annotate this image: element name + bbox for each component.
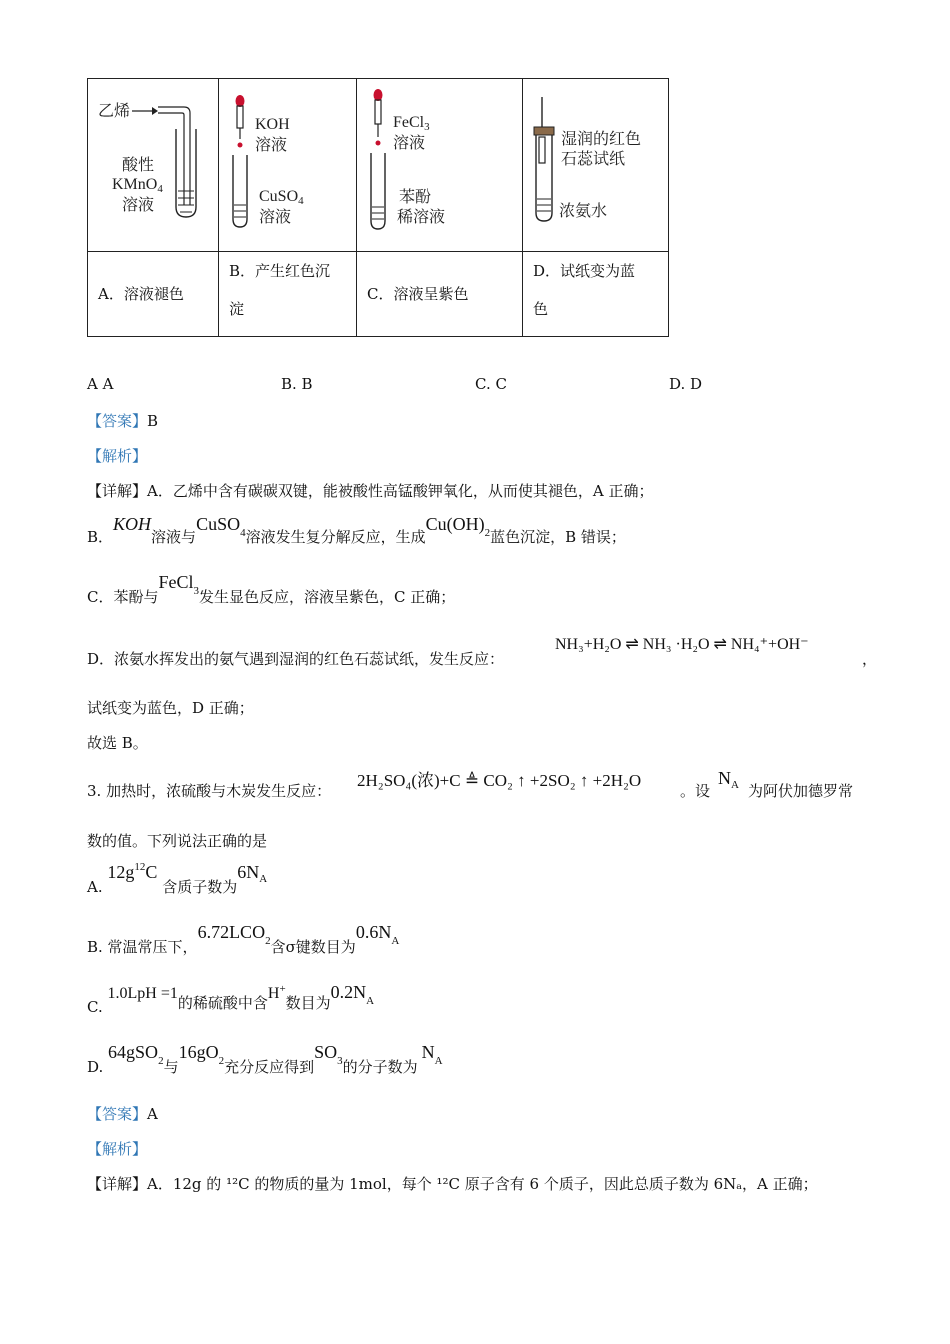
q2-conclusion: 故选 B。 — [87, 734, 148, 752]
option-a-text: A．溶液褪色 — [98, 285, 184, 303]
ammonia-equation: NH₃+H₂O ⇌ NH₃ ·H₂O ⇌ NH₄⁺+OH⁻ — [555, 636, 809, 653]
q2-detail-a: 【详解】A．乙烯中含有碳碳双键，能被酸性高锰酸钾氧化，从而使其褪色，A 正确； — [87, 482, 654, 500]
option-b-cell — [219, 252, 357, 337]
q2-detail-c: C．苯酚与FeCl$_3$发生显色反应，溶液呈紫色，C 正确； — [87, 572, 456, 606]
fecl3-solution-label: 溶液 — [393, 133, 426, 152]
q3-stem-2: 。设 — [680, 782, 711, 800]
q2-choice-c: C. C — [475, 375, 507, 393]
option-d-text-2: 色 — [533, 300, 549, 318]
q3-analysis-tag: 【解析】 — [87, 1140, 148, 1158]
apparatus-b — [219, 79, 357, 252]
q3-equation: 2H₂SO₄(浓)+C ≜ CO₂ ↑ +2SO₂ ↑ +2H₂O — [357, 771, 642, 790]
cuso4-label: CuSO$_4$ — [259, 188, 304, 207]
option-d-cell — [523, 252, 669, 337]
option-d-text-1: D．试纸变为蓝 — [533, 262, 636, 280]
q2-choice-a: A A — [87, 375, 114, 393]
koh-solution-label: 溶液 — [255, 135, 288, 154]
q2-answer: B — [147, 412, 159, 430]
q2-choice-b: B. B — [281, 375, 313, 393]
option-c-text: C．溶液呈紫色 — [367, 285, 469, 303]
ammonia-label: 浓氨水 — [559, 201, 608, 220]
q3-stem-1: 3. 加热时，浓硫酸与木炭发生反应： — [87, 782, 332, 800]
q3-na: $N_A$ — [718, 768, 739, 791]
kmno4-label: KMnO$_4$ — [112, 176, 163, 195]
litmus-paper-label-2: 石蕊试纸 — [561, 149, 626, 168]
q2-detail-d: D．浓氨水挥发出的氨气遇到湿润的红色石蕊试纸，发生反应： — [87, 650, 505, 668]
q3-answer-line: 【答案】A — [87, 1105, 158, 1123]
q2-detail-d-cont: 试纸变为蓝色，D 正确； — [87, 699, 254, 717]
q2-choice-d: D. D — [669, 375, 703, 393]
q3-option-c: C. 1.0LpH =1的稀硫酸中含H+数目为$0.2N_A$ — [87, 982, 375, 1016]
equation-comma: ， — [862, 650, 878, 668]
solution-label: 溶液 — [122, 195, 155, 214]
q2-analysis-tag: 【解析】 — [87, 447, 148, 465]
koh-label: KOH — [255, 116, 290, 133]
q3-option-a: A. $12g^{12}C$ 含质子数为$6N_A$ — [87, 861, 268, 896]
phenol-label: 苯酚 — [399, 187, 432, 206]
q3-stem-3: 为阿伏加德罗常 — [748, 782, 854, 800]
option-b-text-2: 淀 — [229, 300, 245, 318]
option-c-cell — [357, 252, 523, 337]
acidic-label: 酸性 — [122, 155, 155, 174]
option-b-text-1: B．产生红色沉 — [229, 262, 331, 280]
cuso4-solution-label: 溶液 — [259, 207, 292, 226]
option-a-cell — [88, 252, 219, 337]
apparatus-d — [523, 79, 669, 252]
ethylene-label: 乙烯 — [98, 101, 131, 120]
answer-tag: 【答案】 — [87, 412, 148, 430]
fecl3-label: FeCl$_3$ — [393, 114, 430, 133]
q2-answer-line — [87, 410, 158, 431]
apparatus-c — [357, 79, 523, 252]
q3-option-b: B. 常温常压下，$6.72LCO_2$含σ键数目为$0.6N_A$ — [87, 922, 400, 956]
q3-stem-4: 数的值。下列说法正确的是 — [87, 832, 268, 850]
experiment-table — [87, 78, 669, 337]
q3-option-d: D. 64gSO$_2$与$16gO_2$充分反应得到$SO_3$的分子数为$N_A$ — [87, 1042, 443, 1076]
q2-detail-b: B．KOH溶液与CuSO$_4$溶液发生复分解反应，生成$Cu(OH)_2$蓝色沉淀，B 错误； — [87, 514, 626, 546]
phenol-dilute-label: 稀溶液 — [397, 207, 446, 226]
apparatus-a — [88, 79, 219, 252]
q3-detail-a: 【详解】A．12g 的 ¹²C 的物质的量为 1mol，每个 ¹²C 原子含有 6 个质子，因此总质子数为 6Nₐ，A 正确； — [87, 1175, 818, 1193]
litmus-paper-label-1: 湿润的红色 — [561, 129, 642, 148]
